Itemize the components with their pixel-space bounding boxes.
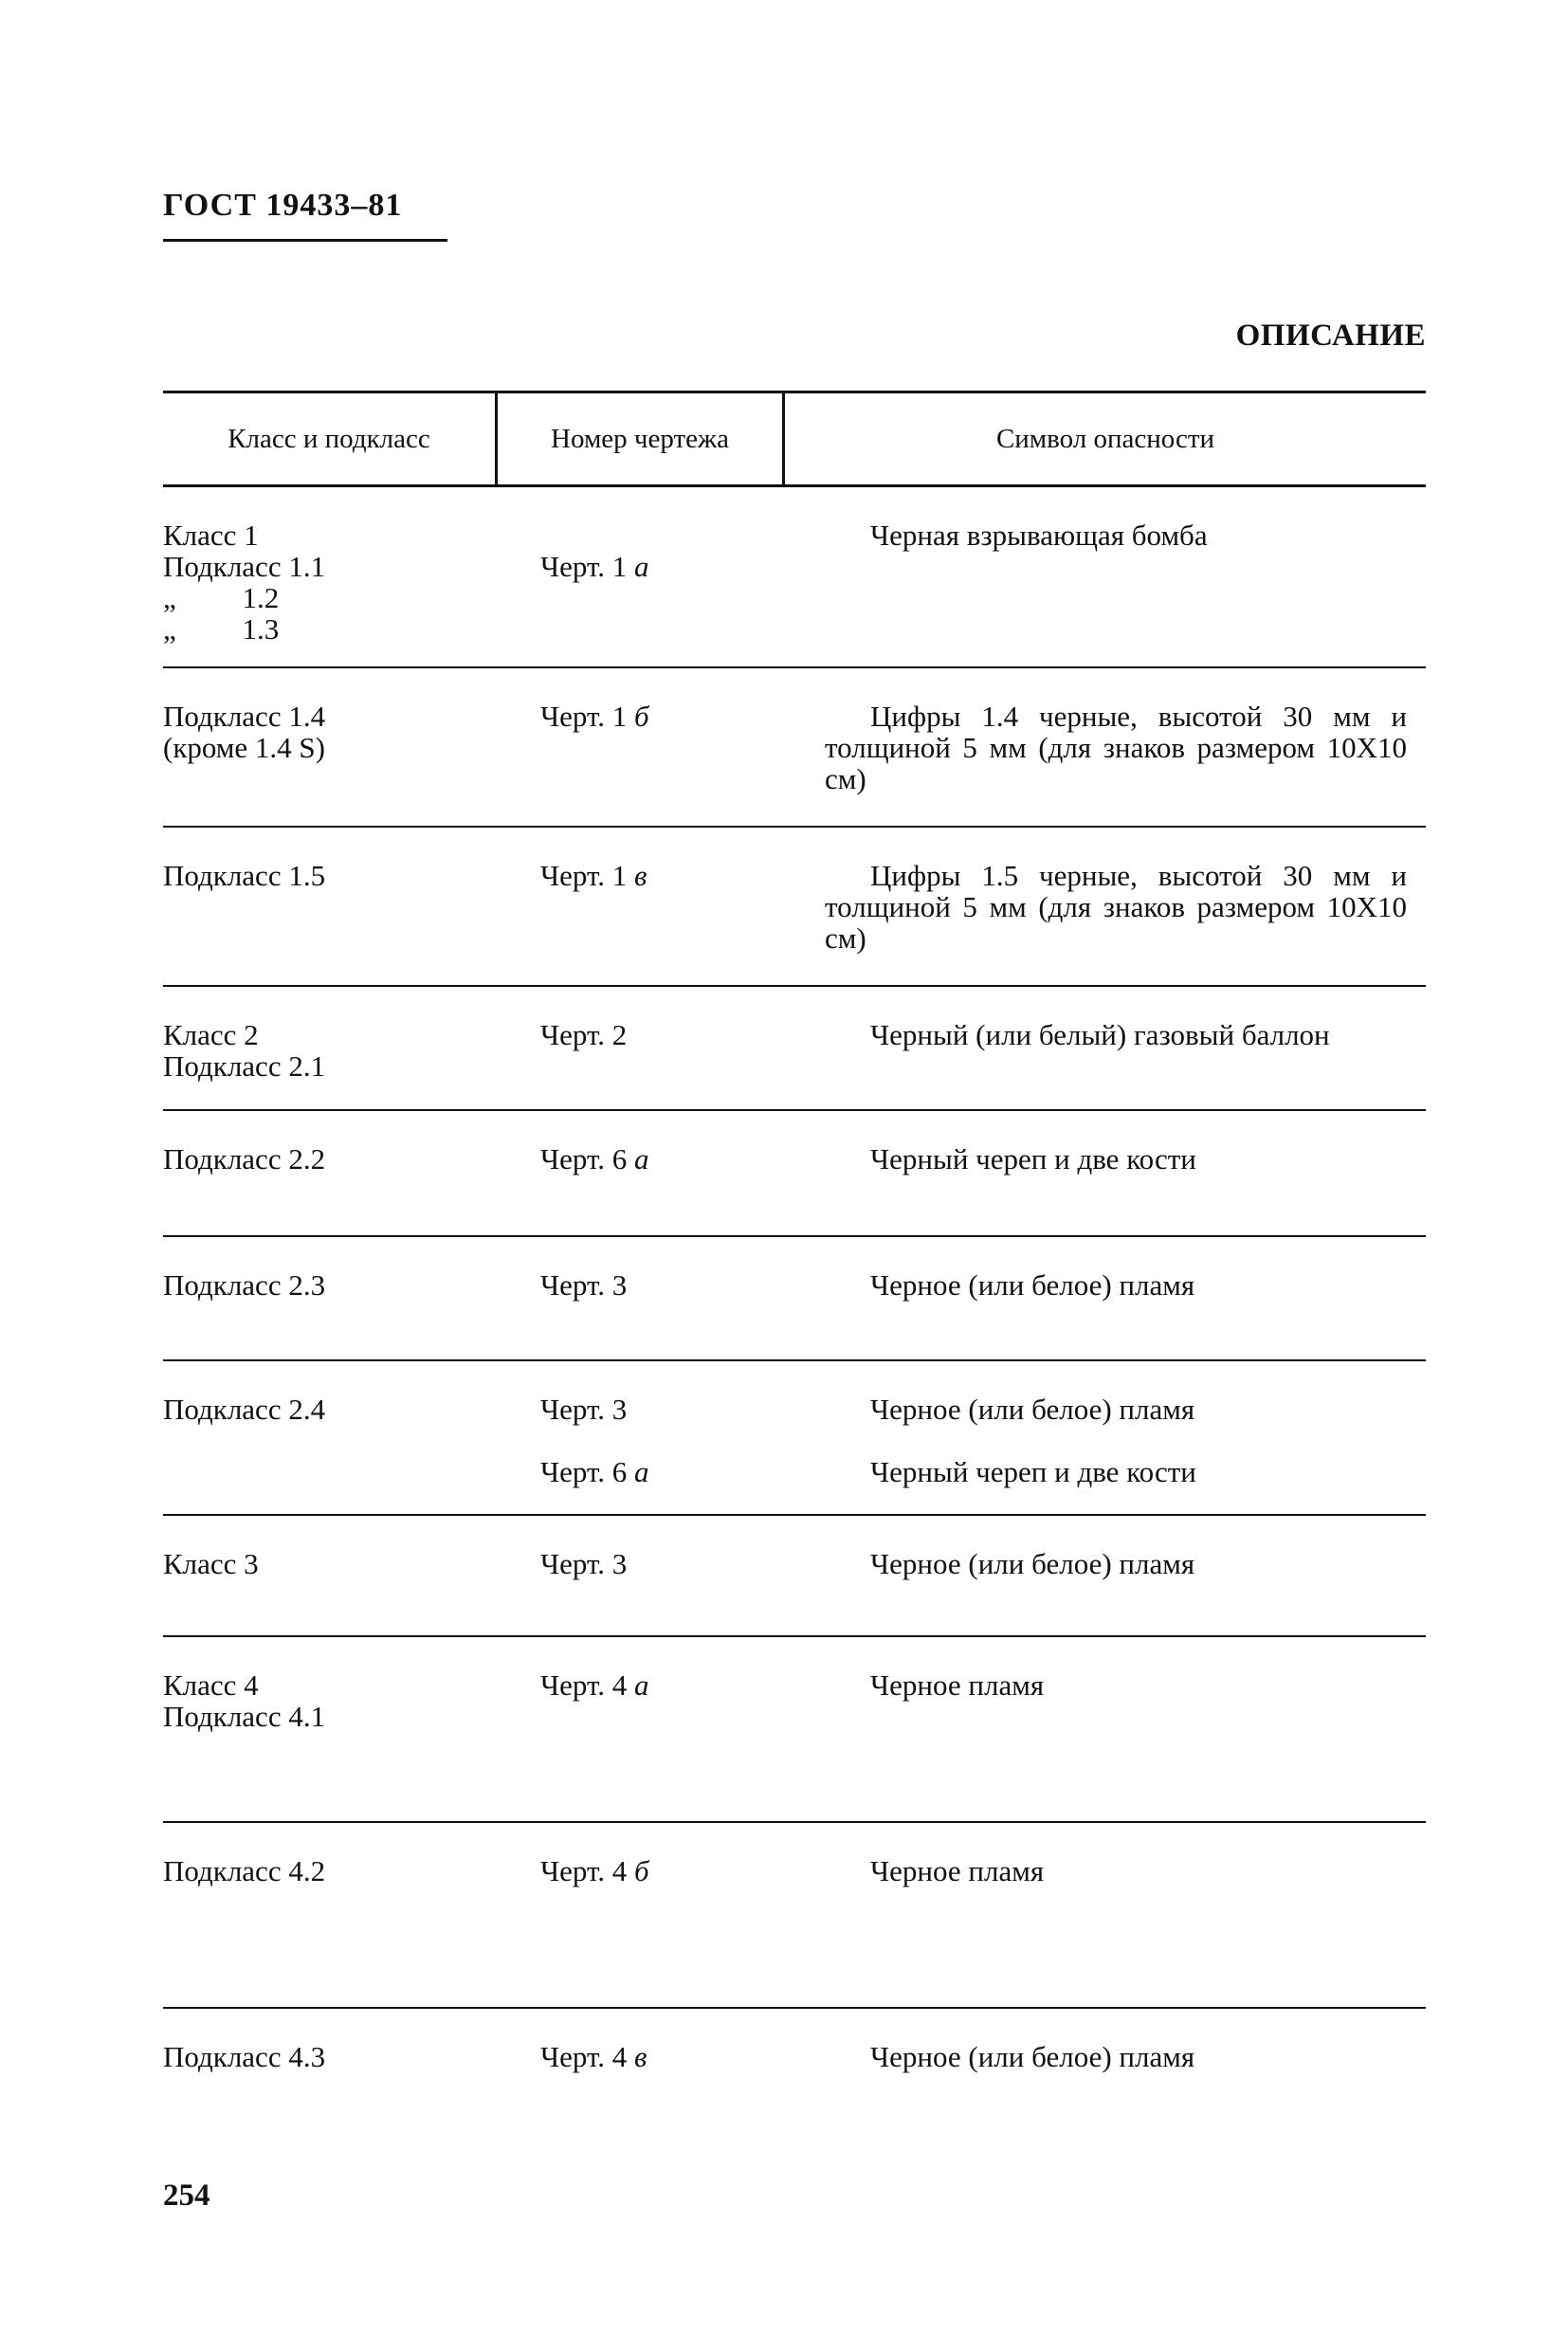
- drawing-number: Черт. 4: [540, 2040, 628, 2073]
- class-cell: [163, 1855, 540, 2007]
- drawing-cell: [540, 860, 825, 985]
- symbol-text: Черное (или белое) пламя: [870, 2040, 1195, 2073]
- table-row: [163, 2009, 1426, 2113]
- class-line: Подкласс 1.1: [163, 550, 326, 583]
- table-row: [163, 828, 1426, 987]
- symbol-text: Черное (или белое) пламя: [870, 1547, 1195, 1580]
- class-line: Подкласс 1.4: [163, 700, 326, 733]
- drawing-cell: [540, 2041, 825, 2113]
- header-rule: [163, 239, 447, 242]
- drawing-number: Черт. 3: [540, 1268, 628, 1302]
- drawing-number: Черт. 4: [540, 1854, 628, 1887]
- class-cell: [163, 701, 540, 826]
- class-cell: [163, 1269, 540, 1359]
- class-cell: [163, 1548, 540, 1635]
- drawing-number: Черт. 1: [540, 859, 628, 892]
- drawing-ref: [540, 1019, 825, 1050]
- section-title: ОПИСАНИЕ: [1235, 319, 1426, 353]
- drawing-letter: в: [633, 859, 647, 892]
- symbol-text: Черное (или белое) пламя: [870, 1268, 1195, 1302]
- class-line: Подкласс 2.4: [163, 1393, 326, 1426]
- drawing-cell: [540, 519, 825, 666]
- drawing-cell: [540, 701, 825, 826]
- drawing-letter: а: [633, 550, 649, 583]
- symbol-cell: [825, 1669, 1407, 1821]
- drawing-ref: [540, 1855, 825, 1886]
- class-line: Подкласс 4.3: [163, 2040, 326, 2073]
- description-table: [163, 391, 1426, 2113]
- drawing-cell: [540, 1269, 825, 1359]
- symbol-text: Черное пламя: [870, 1668, 1045, 1702]
- table-row: [163, 1823, 1426, 2009]
- page-header: ГОСТ 19433–81: [163, 188, 403, 223]
- symbol-text: Черный череп и две кости: [870, 1142, 1196, 1176]
- drawing-number: Черт. 3: [540, 1393, 628, 1426]
- symbol-text: Черное пламя: [870, 1854, 1045, 1887]
- table-row: [163, 1361, 1426, 1516]
- drawing-cell: [540, 1019, 825, 1109]
- class-line: Подкласс 4.1: [163, 1700, 326, 1733]
- drawing-cell: [540, 1548, 825, 1635]
- drawing-ref: [540, 1394, 825, 1425]
- class-line: Подкласс 2.1: [163, 1049, 326, 1083]
- drawing-ref: [540, 701, 825, 732]
- page-number: 254: [163, 2178, 210, 2213]
- drawing-number: Черт. 1: [540, 550, 628, 583]
- drawing-ref: [540, 1143, 825, 1175]
- class-line: „ 1.3: [163, 612, 280, 646]
- drawing-ref: [540, 551, 825, 582]
- table-row: [163, 1516, 1426, 1637]
- column-header-class: Класс и подкласс: [228, 423, 430, 454]
- drawing-letter: а: [633, 1142, 649, 1176]
- symbol-cell: [825, 1548, 1407, 1635]
- table-row: [163, 1637, 1426, 1823]
- drawing-number: Черт. 3: [540, 1547, 628, 1580]
- drawing-letter: б: [633, 700, 649, 733]
- drawing-cell: [540, 1855, 825, 2007]
- table-header: [163, 393, 1426, 487]
- drawing-ref: [540, 1548, 825, 1579]
- symbol-text: Цифры 1.5 черные, высотой 30 мм и толщиной 5 мм (для знаков размером 10Х10 см): [825, 859, 1407, 955]
- class-line: Класс 1: [163, 519, 259, 552]
- table-row: [163, 987, 1426, 1111]
- table-row: [163, 1237, 1426, 1361]
- class-cell: [163, 860, 540, 985]
- class-cell: [163, 1019, 540, 1109]
- symbol-cell: [825, 1143, 1407, 1235]
- drawing-number: Черт. 2: [540, 1018, 628, 1051]
- symbol-text: Черный череп и две кости: [870, 1455, 1196, 1488]
- class-line: „ 1.2: [163, 581, 280, 614]
- class-line: Подкласс 2.3: [163, 1268, 326, 1302]
- symbol-text: Черное (или белое) пламя: [870, 1393, 1195, 1426]
- symbol-text: Цифры 1.4 черные, высотой 30 мм и толщиной 5 мм (для знаков размером 10Х10 см): [825, 700, 1407, 795]
- drawing-number: Черт. 1: [540, 700, 628, 733]
- column-header-symbol: Символ опасности: [995, 423, 1215, 454]
- drawing-cell: [540, 1669, 825, 1821]
- class-line: Подкласс 4.2: [163, 1854, 326, 1887]
- class-cell: [163, 2041, 540, 2113]
- symbol-cell: [825, 519, 1407, 666]
- symbol-cell: [825, 2041, 1407, 2113]
- table-row: [163, 1111, 1426, 1237]
- drawing-ref: [540, 1456, 825, 1487]
- column-header-drawing: Номер чертежа: [495, 393, 785, 484]
- symbol-cell: [825, 1269, 1407, 1359]
- table-row: [163, 487, 1426, 668]
- drawing-letter: б: [633, 1854, 649, 1887]
- class-cell: [163, 1394, 540, 1514]
- class-cell: [163, 519, 540, 666]
- drawing-letter: а: [633, 1455, 649, 1488]
- drawing-cell: [540, 1394, 825, 1514]
- table-row: [163, 668, 1426, 828]
- symbol-cell: [825, 1855, 1407, 2007]
- class-line: Класс 2: [163, 1018, 259, 1051]
- class-line: (кроме 1.4 S): [163, 731, 325, 764]
- drawing-ref: [540, 860, 825, 891]
- symbol-cell: [825, 701, 1407, 826]
- drawing-number: Черт. 4: [540, 1668, 628, 1702]
- class-line: Подкласс 1.5: [163, 859, 326, 892]
- drawing-number: Черт. 6: [540, 1455, 628, 1488]
- drawing-letter: а: [633, 1668, 649, 1702]
- drawing-letter: в: [633, 2040, 647, 2073]
- symbol-cell: [825, 1019, 1407, 1109]
- drawing-ref: [540, 1669, 825, 1701]
- symbol-text: Черный (или белый) газовый баллон: [870, 1018, 1330, 1051]
- drawing-ref: [540, 1269, 825, 1301]
- symbol-cell: [825, 1394, 1407, 1514]
- class-cell: [163, 1669, 540, 1821]
- class-line: Класс 4: [163, 1668, 259, 1702]
- drawing-cell: [540, 1143, 825, 1235]
- symbol-text: Черная взрывающая бомба: [870, 519, 1208, 552]
- class-line: Класс 3: [163, 1547, 259, 1580]
- class-cell: [163, 1143, 540, 1235]
- class-line: Подкласс 2.2: [163, 1142, 326, 1176]
- drawing-number: Черт. 6: [540, 1142, 628, 1176]
- drawing-ref: [540, 2041, 825, 2072]
- symbol-cell: [825, 860, 1407, 985]
